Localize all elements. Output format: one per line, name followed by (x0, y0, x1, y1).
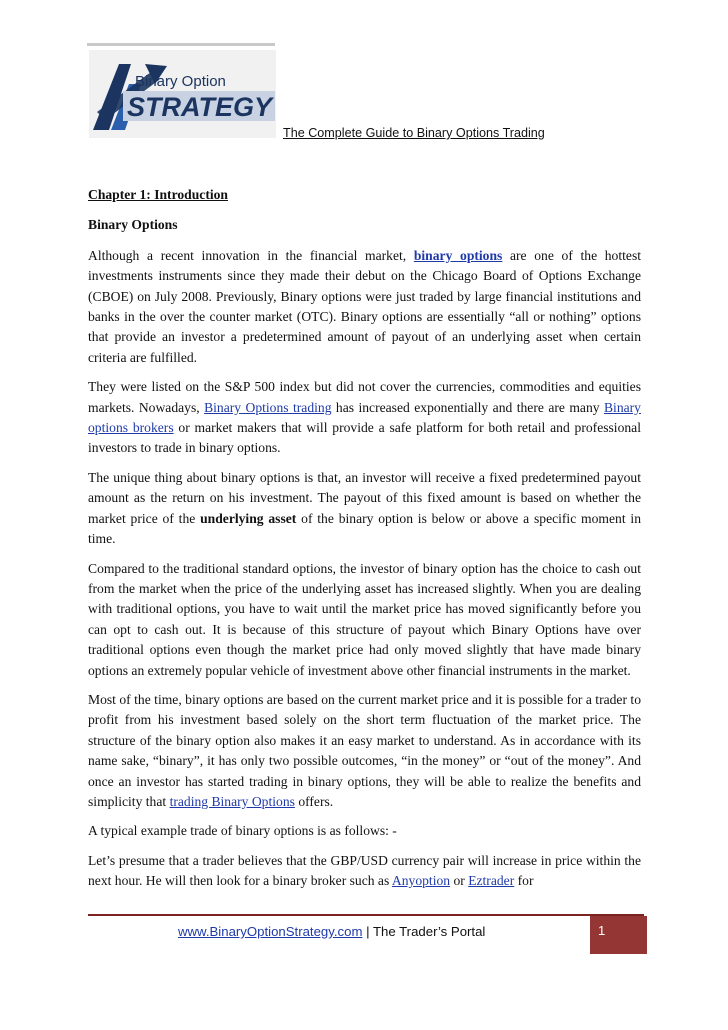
paragraph: Let’s presume that a trader believes that the GBP/USD currency pair will increase in price within the next hour. He will then look for a binary broker such as Anyoption or Eztrader for (88, 852, 641, 889)
trading-binary-options-link[interactable]: trading Binary Options (169, 793, 295, 809)
section-heading: Binary Options (88, 217, 178, 233)
header-rule (87, 43, 275, 46)
paragraph: Although a recent innovation in the financial market, binary options are one of the hottest investments instruments since they made their debut on the Chicago Board of Options Exchange (CBOE) on July 2008. Previously, Binary options were just traded by large financial institutions and banks in the over the counter market (OTC). Binary options are essentially “all or nothing” options that provide an investor a predetermined amount of payout of an underlying asset when certain criteria are fulfilled. (88, 247, 642, 365)
bold-term: underlying asset (200, 510, 297, 526)
page-number-box (590, 916, 647, 954)
paragraph: A typical example trade of binary options is as follows: - (88, 823, 397, 839)
paragraph: They were listed on the S&P 500 index but did not cover the currencies, commodities and equities markets. Nowadays, Binary Options trading has increased exponentially and there are many Binary options brokers or market makers that will provide a safe platform for both retail and professional investors to trade in binary options. (88, 379, 641, 456)
footer-rule (88, 914, 644, 916)
eztrader-link[interactable]: Eztrader (468, 873, 515, 889)
footer (178, 924, 485, 939)
document-body (88, 185, 641, 901)
paragraph: Compared to the traditional standard options, the investor of binary option has the choice to cash out from the market when the price of the underlying asset has increased slightly. When you are dealing with traditional options, you have to wait until the market price has moved significantly before you can opt to cash out. It is because of this structure of payout which Binary Options have over traditional options even though the market price had only moved slightly that have made binary options an extremely popular vehicle of investment above other financial instruments in the market. (88, 560, 641, 678)
chapter-heading: Chapter 1: Introduction (88, 187, 228, 202)
paragraph: The unique thing about binary options is that, an investor will receive a fixed predetermined payout amount as the return on his investment. The payout of this fixed amount is based on whether the market price of the underlying asset of the binary option is below or above a specific moment in time. (88, 469, 642, 547)
logo-tagline: Binary Option (135, 73, 226, 90)
footer-tagline: | The Trader’s Portal (362, 924, 486, 939)
anyoption-link[interactable]: Anyoption (391, 873, 451, 889)
logo (89, 50, 276, 138)
binary-option-strategy-logo (89, 50, 276, 138)
logo-wordmark: STRATEGY (127, 92, 273, 122)
binary-options-trading-link[interactable]: Binary Options trading (204, 399, 332, 415)
document-title: The Complete Guide to Binary Options Trading (283, 126, 545, 140)
page-number: 1 (598, 923, 606, 938)
binary-options-link[interactable]: binary options (413, 247, 503, 263)
binary-options-brokers-link[interactable]: Binary options brokers (88, 399, 641, 436)
paragraph: Most of the time, binary options are based on the current market price and it is possible for a trader to profit from his investment based solely on the short term fluctuation of the market price. The structure of the binary option also makes it an easy market to understand. As in accordance with its name sake, “binary”, it has only two possible outcomes, “in the money” or “out of the money”. And once an investor has started trading in binary options, they will be able to realize the benefits and simplicity that trading Binary Options offers. (88, 691, 641, 809)
footer-website-link[interactable]: www.BinaryOptionStrategy.com (178, 924, 363, 939)
